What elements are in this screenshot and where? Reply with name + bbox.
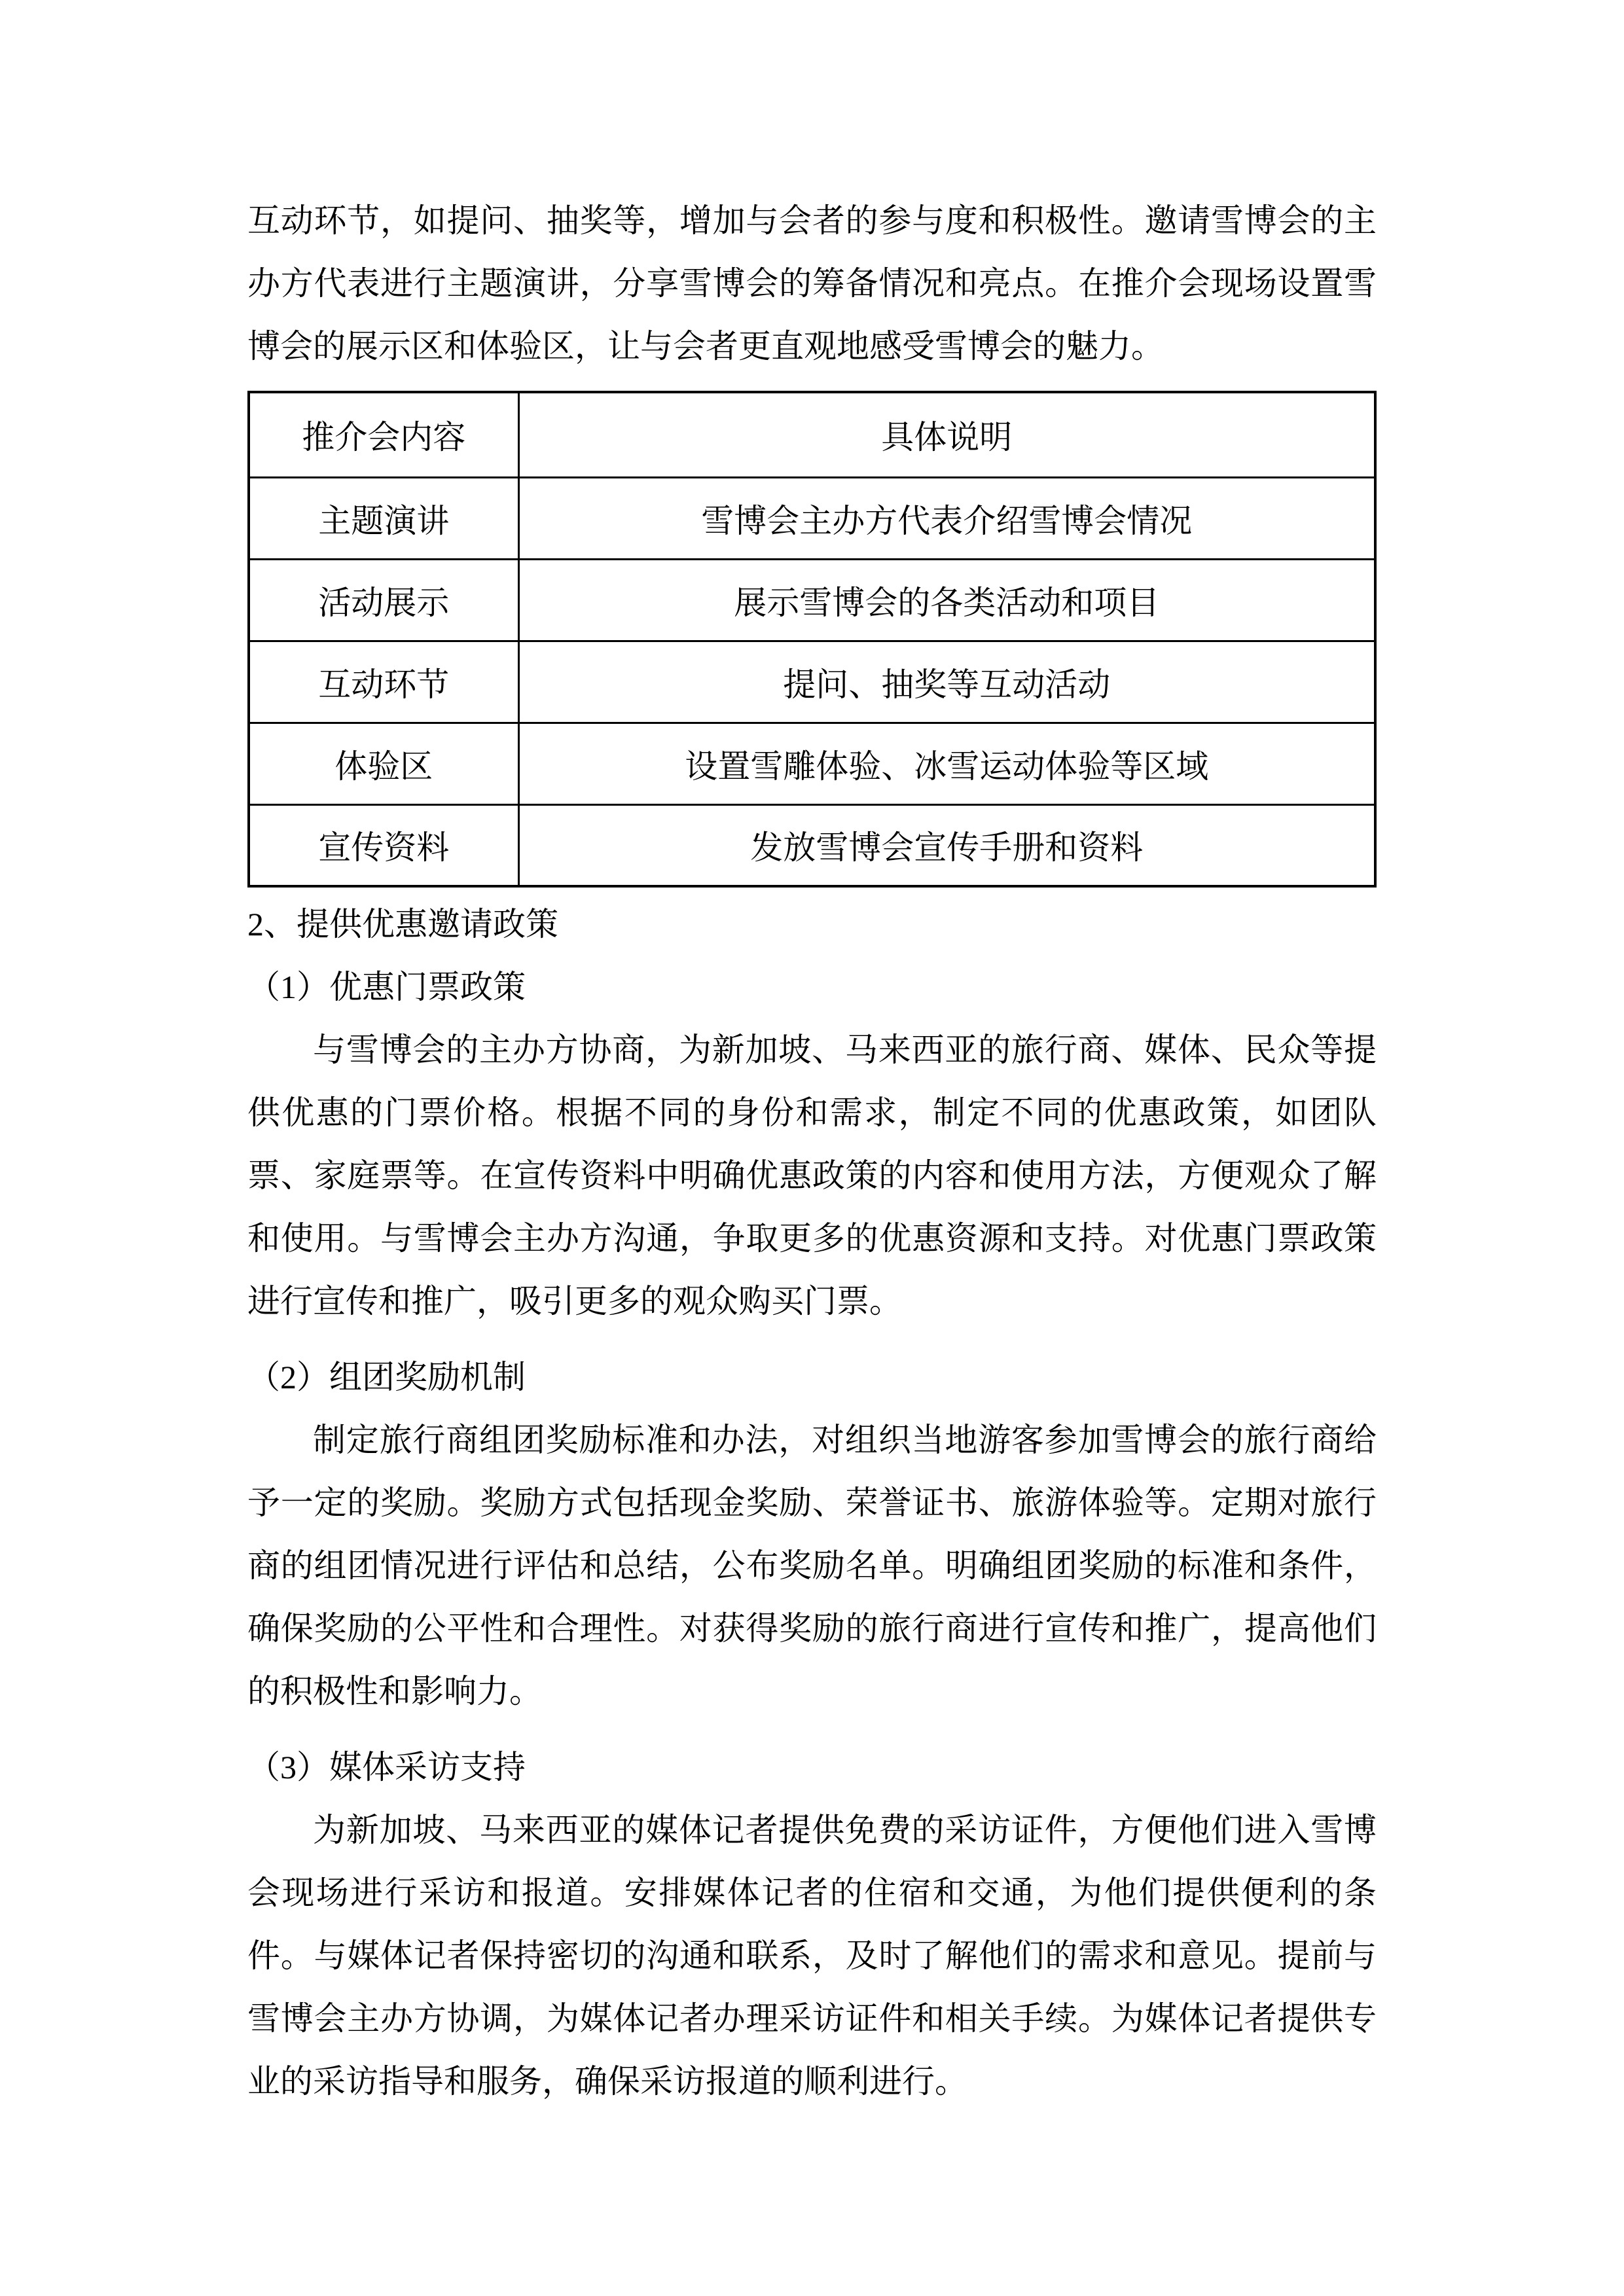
- section-heading-2: 2、提供优惠邀请政策: [247, 906, 558, 942]
- text-line: 办方代表进行主题演讲，分享雪博会的筹备情况和亮点。在推介会现场设置雪: [247, 265, 1377, 302]
- text-line: 商的组团情况进行评估和总结，公布奖励名单。明确组团奖励的标准和条件，: [247, 1547, 1377, 1584]
- text-line: 为新加坡、马来西亚的媒体记者提供免费的采访证件，方便他们进入雪博: [313, 1812, 1377, 1848]
- intro-paragraph: [247, 189, 1377, 378]
- cell-content: 主题演讲: [249, 477, 518, 559]
- table-row: [249, 723, 1375, 804]
- table-row: [249, 559, 1375, 641]
- header-cell-content: 推介会内容: [249, 392, 518, 477]
- cell-detail: 展示雪博会的各类活动和项目: [518, 559, 1375, 641]
- paragraph-ticket-policy: [247, 1018, 1377, 1333]
- text-line: 博会的展示区和体验区，让与会者更直观地感受雪博会的魅力。: [247, 328, 1164, 365]
- cell-detail: 设置雪雕体验、冰雪运动体验等区域: [518, 723, 1375, 804]
- paragraph-media-support: [247, 1799, 1377, 2113]
- subsection-heading-3: （3）媒体采访支持: [247, 1749, 526, 1785]
- paragraph-group-reward: [247, 1408, 1377, 1723]
- header-cell-detail: 具体说明: [518, 392, 1375, 477]
- text-line: 业的采访指导和服务，确保采访报道的顺利进行。: [247, 2063, 967, 2100]
- table-row: [249, 804, 1375, 886]
- cell-detail: 雪博会主办方代表介绍雪博会情况: [518, 477, 1375, 559]
- text-line: 的积极性和影响力。: [247, 1673, 542, 1710]
- text-line: 与雪博会的主办方协商，为新加坡、马来西亚的旅行商、媒体、民众等提: [313, 1031, 1377, 1068]
- cell-content: 活动展示: [249, 559, 518, 641]
- cell-content: 体验区: [249, 723, 518, 804]
- text-line: 会现场进行采访和报道。安排媒体记者的住宿和交通，为他们提供便利的条: [247, 1874, 1377, 1911]
- text-line: 和使用。与雪博会主办方沟通，争取更多的优惠资源和支持。对优惠门票政策: [247, 1220, 1377, 1257]
- text-line: 进行宣传和推广，吸引更多的观众购买门票。: [247, 1283, 902, 1319]
- cell-detail: 提问、抽奖等互动活动: [518, 641, 1375, 723]
- table-header-row: [249, 392, 1375, 477]
- text-line: 确保奖励的公平性和合理性。对获得奖励的旅行商进行宣传和推广，提高他们: [247, 1610, 1377, 1647]
- cell-detail: 发放雪博会宣传手册和资料: [518, 804, 1375, 886]
- text-line: 制定旅行商组团奖励标准和办法，对组织当地游客参加雪博会的旅行商给: [313, 1422, 1377, 1458]
- cell-content: 宣传资料: [249, 804, 518, 886]
- table-row: [249, 477, 1375, 559]
- text-line: 予一定的奖励。奖励方式包括现金奖励、荣誉证书、旅游体验等。定期对旅行: [247, 1484, 1377, 1521]
- text-line: 雪博会主办方协调，为媒体记者办理采访证件和相关手续。为媒体记者提供专: [247, 2000, 1377, 2037]
- text-line: 件。与媒体记者保持密切的沟通和联系，及时了解他们的需求和意见。提前与: [247, 1937, 1377, 1974]
- text-line: 互动环节，如提问、抽奖等，增加与会者的参与度和积极性。邀请雪博会的主: [247, 202, 1377, 239]
- table-row: [249, 641, 1375, 723]
- subsection-heading-2: （2）组团奖励机制: [247, 1359, 526, 1395]
- text-line: 供优惠的门票价格。根据不同的身份和需求，制定不同的优惠政策，如团队: [247, 1094, 1377, 1131]
- promo-meeting-table: [247, 391, 1377, 888]
- text-line: 票、家庭票等。在宣传资料中明确优惠政策的内容和使用方法，方便观众了解: [247, 1157, 1377, 1194]
- subsection-heading-1: （1）优惠门票政策: [247, 969, 526, 1005]
- cell-content: 互动环节: [249, 641, 518, 723]
